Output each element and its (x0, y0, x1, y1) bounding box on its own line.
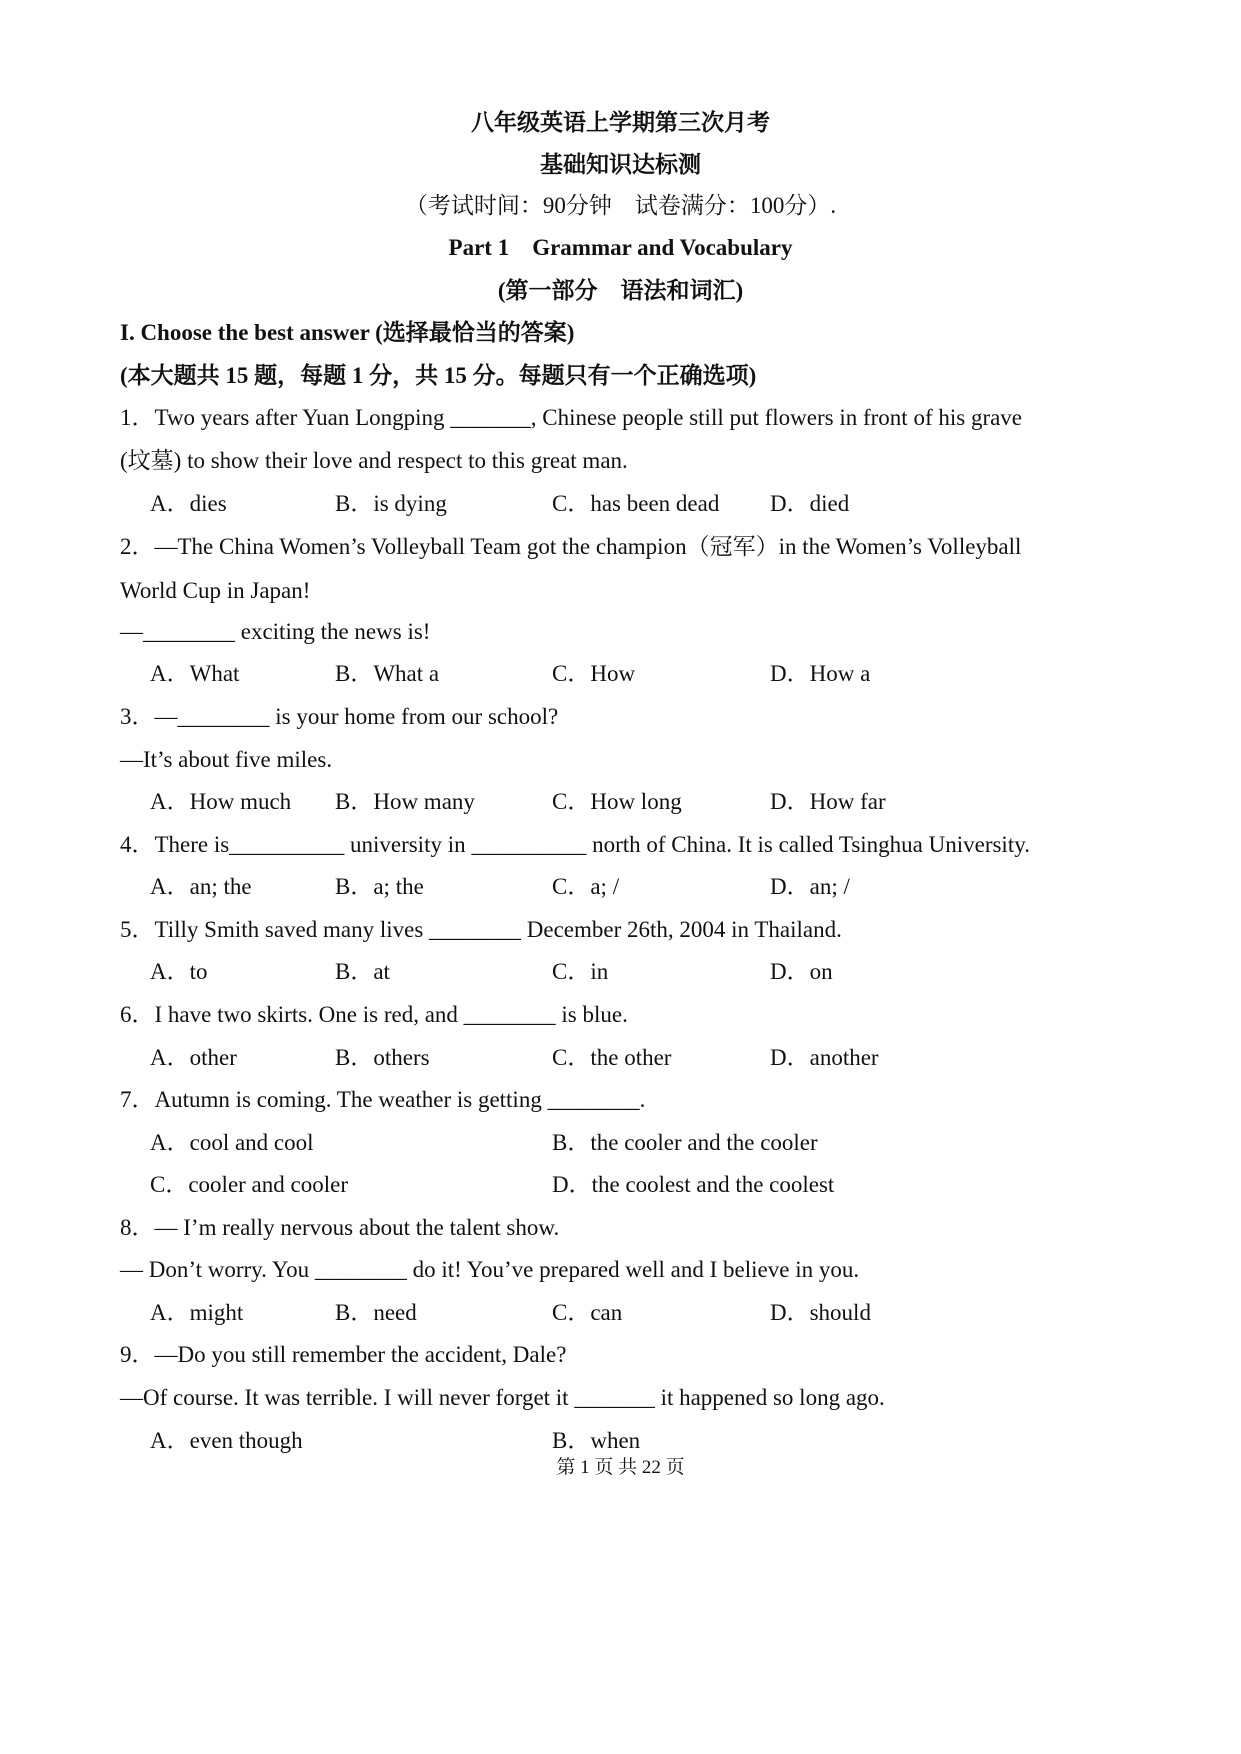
question-text: 4．There is__________ university in __________ north of China. It is called Tsinghua University. (120, 832, 1030, 857)
option-a: A．even though (150, 1428, 303, 1453)
question-text: 1．Two years after Yuan Longping _______, Chinese people still put flowers in front of his grave (120, 405, 1023, 430)
option-a: A．an; the (150, 874, 252, 899)
option-d: D．the coolest and the coolest (552, 1172, 835, 1197)
option-b: B．is dying (335, 491, 447, 516)
option-d: D．How a (770, 661, 871, 686)
question-text: 9．—Do you still remember the accident, Dale? (120, 1342, 567, 1367)
option-a: A．cool and cool (150, 1130, 314, 1155)
option-a: A．What (150, 661, 240, 686)
question-text: 6．I have two skirts. One is red, and ________ is blue. (120, 1002, 628, 1027)
option-c: C．a; / (552, 874, 620, 899)
option-a: A．might (150, 1300, 244, 1325)
page-subtitle: 基础知识达标测 (540, 152, 701, 177)
option-c: C．How (552, 661, 636, 686)
option-c: C．How long (552, 789, 682, 814)
question-text: 7．Autumn is coming. The weather is getting ________. (120, 1087, 646, 1112)
option-b: B．others (335, 1045, 430, 1070)
section-instruction: (本大题共 15 题，每题 1 分，共 15 分。每题只有一个正确选项) (120, 363, 757, 388)
option-d: D．on (770, 959, 833, 984)
question-text: —It’s about five miles. (120, 747, 333, 772)
option-b: B．need (335, 1300, 417, 1325)
option-c: C．has been dead (552, 491, 720, 516)
option-b: B．when (552, 1428, 641, 1453)
option-b: B．at (335, 959, 390, 984)
option-c: C．can (552, 1300, 623, 1325)
part-title: Part 1 Grammar and Vocabulary (448, 235, 793, 260)
exam-info: （考试时间：90分钟 试卷满分：100分）. (404, 193, 837, 218)
option-a: A．How much (150, 789, 292, 814)
option-b: B．How many (335, 789, 475, 814)
option-b: B．What a (335, 661, 440, 686)
option-b: B．a; the (335, 874, 424, 899)
question-text: — Don’t worry. You ________ do it! You’ve prepared well and I believe in you. (120, 1257, 860, 1282)
question-text: 5．Tilly Smith saved many lives ________ December 26th, 2004 in Thailand. (120, 917, 842, 942)
option-d: D．another (770, 1045, 879, 1070)
question-text: 2．—The China Women’s Volleyball Team got the champion（冠军）in the Women’s Volleyball (120, 534, 1022, 559)
question-text: (坟墓) to show their love and respect to this great man. (120, 448, 628, 473)
option-a: A．to (150, 959, 208, 984)
option-a: A．dies (150, 491, 227, 516)
option-d: D．died (770, 491, 850, 516)
page-number: 第 1 页 共 22 页 (556, 1457, 685, 1478)
option-b: B．the cooler and the cooler (552, 1130, 818, 1155)
option-c: C．in (552, 959, 609, 984)
page-title: 八年级英语上学期第三次月考 (471, 110, 770, 135)
option-d: D．How far (770, 789, 886, 814)
question-text: 3．—________ is your home from our school? (120, 704, 559, 729)
option-d: D．should (770, 1300, 871, 1325)
question-text: —Of course. It was terrible. I will never forget it _______ it happened so long ago. (120, 1385, 885, 1410)
option-c: C．cooler and cooler (150, 1172, 348, 1197)
section-heading: I. Choose the best answer (选择最恰当的答案) (120, 320, 575, 345)
question-text: —________ exciting the news is! (120, 619, 431, 644)
option-c: C．the other (552, 1045, 672, 1070)
question-text: World Cup in Japan! (120, 578, 311, 603)
option-d: D．an; / (770, 874, 850, 899)
part-title-cn: (第一部分 语法和词汇) (497, 278, 744, 303)
question-text: 8．— I’m really nervous about the talent show. (120, 1215, 560, 1240)
option-a: A．other (150, 1045, 237, 1070)
